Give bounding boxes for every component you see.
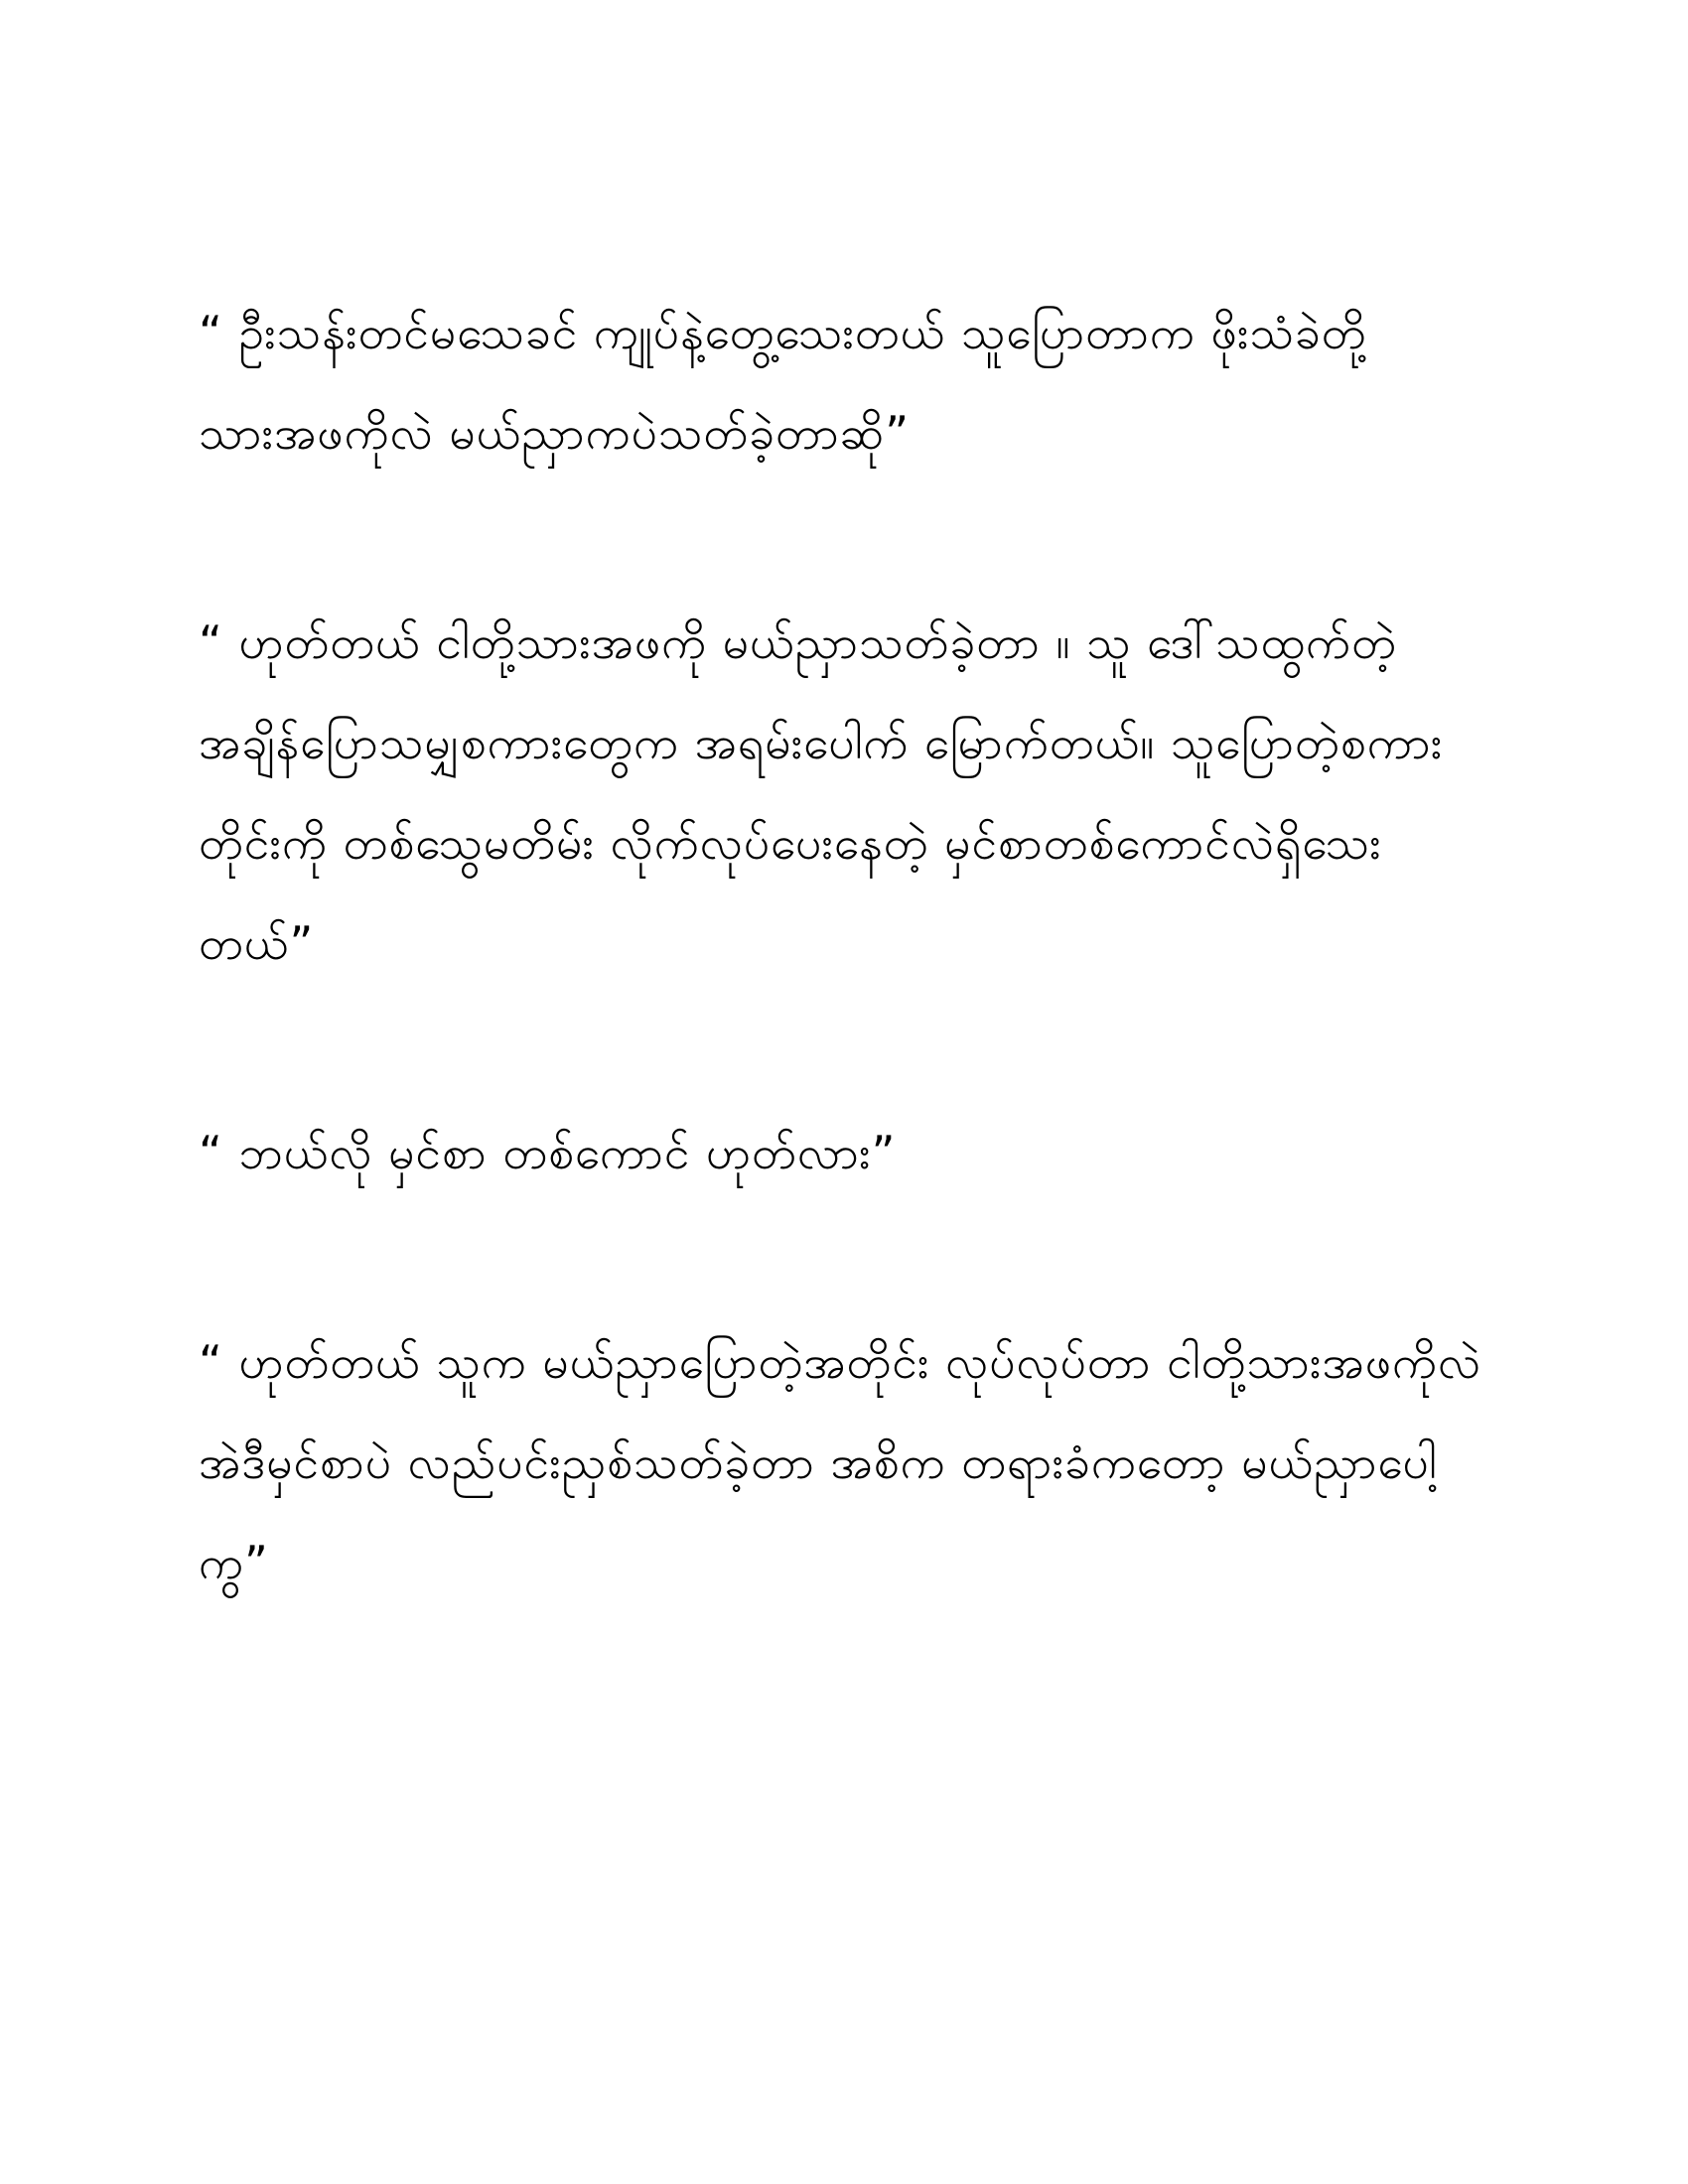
paragraph-3: “ ဘယ်လို မှင်စာ တစ်ကောင် ဟုတ်လား” bbox=[199, 1126, 897, 1179]
document-body bbox=[199, 283, 1489, 1722]
paragraph-4: “ ဟုတ်တယ် သူက မယ်ညှာပြောတဲ့အတိုင်း လုပ်လုပ်တာ ငါတို့သားအဖကိုလဲ အဲဒီမှင်စာပဲ လည်ပင်းညှစ်သတ်ခဲ့တာ အစိက တရားခံကတော့ မယ်ညှာပေါ့ကွ” bbox=[199, 1335, 1482, 1589]
paragraph-1: “ ဦးသန်းတင်မသေခင် ကျုပ်နဲ့တွေ့သေးတယ် သူပြောတာက ဖိုးသံခဲတို့သားအဖကိုလဲ မယ်ညှာကပဲသတ်ခဲ့တာဆို” bbox=[199, 306, 1367, 460]
paragraph-2: “ ဟုတ်တယ် ငါတို့သားအဖကို မယ်ညှာသတ်ခဲ့တာ ။ သူ ဒေါ်သထွက်တဲ့အချိန်ပြောသမျှစကားတွေက အရမ်းပေါက် မြောက်တယ်။ သူပြောတဲ့စကားတိုင်းကို တစ်သွေမတိမ်း လိုက်လုပ်ပေးနေတဲ့ မှင်စာတစ်ကောင်လဲရှိသေးတယ်” bbox=[199, 615, 1444, 970]
